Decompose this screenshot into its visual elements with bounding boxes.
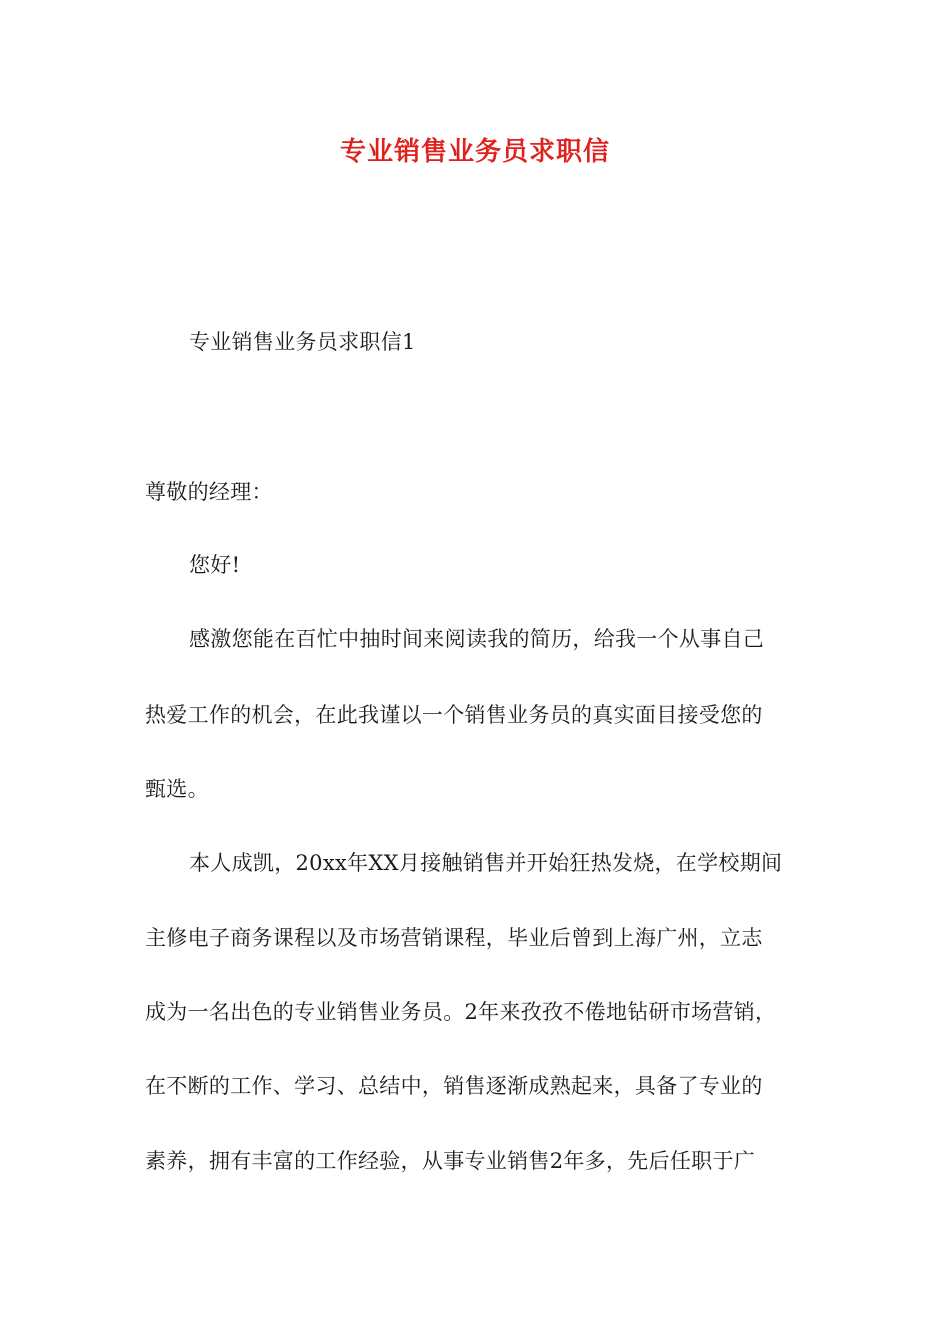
document-title: 专业销售业务员求职信 — [339, 137, 610, 167]
greeting: 您好! — [189, 553, 241, 577]
paragraph-line: 成为一名出色的专业销售业务员。2年来孜孜不倦地钻研市场营销， — [145, 1000, 777, 1024]
section-heading: 专业销售业务员求职信1 — [189, 330, 416, 354]
paragraph-line: 在不断的工作、学习、总结中，销售逐渐成熟起来，具备了专业的 — [145, 1074, 763, 1098]
paragraph-line: 素养，拥有丰富的工作经验，从事专业销售2年多，先后任职于广 — [145, 1149, 756, 1173]
paragraph-line: 本人成凯，20xx年XX月接触销售并开始狂热发烧，在学校期间 — [189, 851, 783, 875]
paragraph-line: 热爱工作的机会，在此我谨以一个销售业务员的真实面目接受您的 — [145, 703, 763, 727]
paragraph-line: 主修电子商务课程以及市场营销课程，毕业后曾到上海广州，立志 — [145, 926, 763, 950]
salutation: 尊敬的经理： — [145, 480, 273, 504]
paragraph-line: 甄选。 — [145, 777, 209, 801]
paragraph-line: 感激您能在百忙中抽时间来阅读我的简历，给我一个从事自己 — [189, 627, 765, 651]
